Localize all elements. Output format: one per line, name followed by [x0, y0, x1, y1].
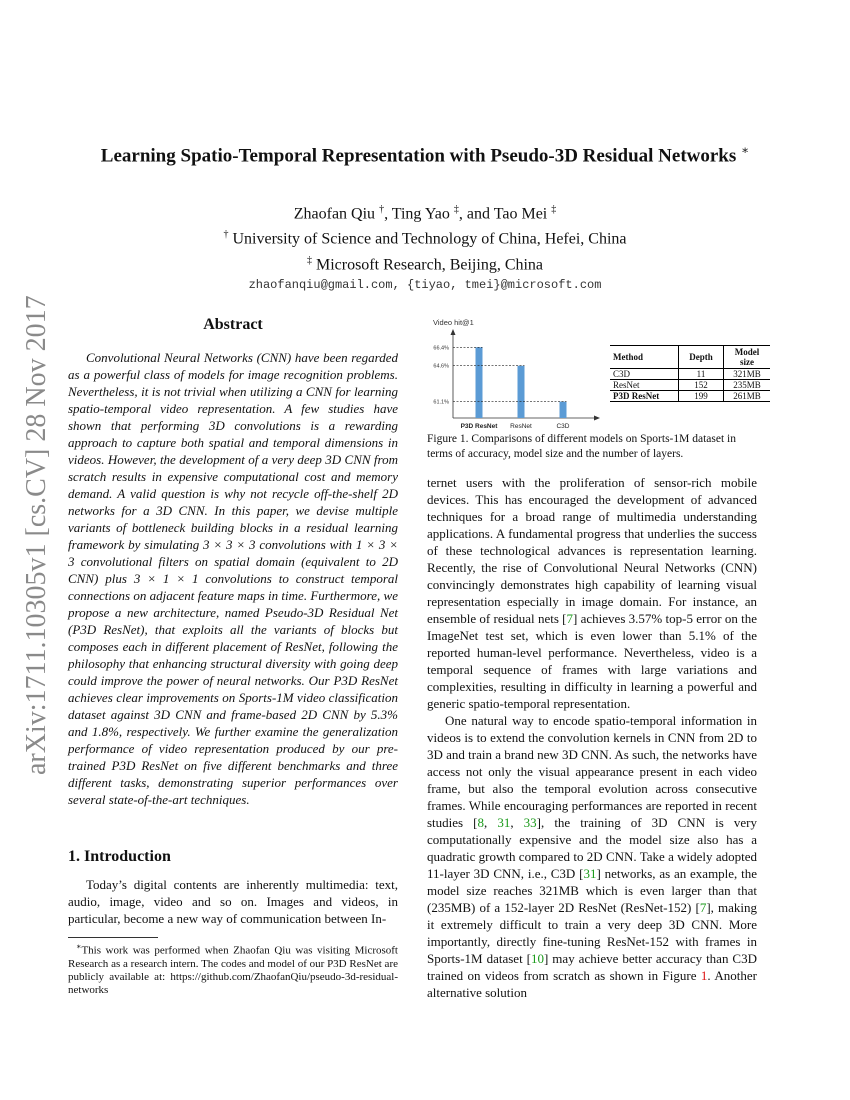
affil-mark: † — [223, 229, 229, 241]
x-category-label: P3D ResNet — [460, 423, 498, 430]
figure-1-table — [610, 345, 770, 402]
cell-depth: 199 — [679, 391, 724, 402]
affiliation-msr — [60, 250, 790, 275]
paper-title-text: Learning Spatio-Temporal Representation with Pseudo-3D Residual Networks — [100, 145, 737, 167]
text-run: ], making it extremely difficult to train a very deep 3D CNN. More importantly, directly fine-tuning ResNet-152 with frames in Sports-1M dataset [ — [427, 900, 757, 966]
affil-mark: ‡ — [453, 204, 459, 215]
citation-link[interactable]: 33 — [523, 815, 537, 830]
abstract-text: Convolutional Neural Networks (CNN) have been regarded as a powerful class of models for image recognition problems. Nevertheless, it is not trivial when utilizing a CNN for learning spatio-temporal video representation. A few studies have shown that performing 3D convolutions is a rewarding approach to capture both spatial and temporal dimensions in videos. However, the development of a very deep 3D CNN from scratch results in expensive computational cost and memory demand. A valid question is why not recycle off-the-shelf 2D networks for a 3D CNN. In this paper, we devise multiple variants of bottleneck building blocks in a residual learning framework by simulating 3 × 3 × 3 convolutions with 1 × 3 × 3 convolutional filters on spatial domain (equivalent to 2D CNN) plus 3 × 1 × 1 convolutions to construct temporal connections on adjacent feature maps in time. Furthermore, we propose a new architecture, named Pseudo-3D Residual Net (P3D ResNet), that exploits all the variants of blocks but composes each in different placement of ResNet, following the philosophy that enhancing structural diversity with going deep could improve the power of neural networks. Our P3D ResNet achieves clear improvements on Sports-1M video classification dataset against 3D CNN and frame-based 2D CNN by 5.3% and 1.8%, respectively. We further examine the generalization performance of video representation produced by our pre-trained P3D ResNet on five different benchmarks and three different tasks, demonstrating superior performances over several state-of-the-art techniques. — [68, 350, 398, 807]
author-yao: , Ting Yao — [384, 205, 454, 223]
footnote-text: This work was performed when Zhaofan Qiu was visiting Microsoft Research as a research intern. The codes and model of our P3D ResNet are publicly available at: https://github.com/ZhaofanQiu/pseudo-3d-residual-networks — [68, 944, 398, 996]
introduction-text: Today’s digital contents are inherently multimedia: text, audio, image, video and so on. Images and videos, in particular, become a new way of communication between In- — [68, 877, 398, 926]
text-run: ], the training of 3D CNN is very computationally expensive and the model size also has a quadratic growth compared to 2D CNN. Take a widely adopted 11-layer 3D CNN, i.e., C3D [ — [427, 815, 757, 881]
y-tick-label: 66.4% — [433, 345, 449, 352]
author-emails: zhaofanqiu@gmail.com, {tiyao, tmei}@microsoft.com — [248, 277, 602, 292]
y-tick-label: 64.6% — [433, 363, 449, 370]
citation-link[interactable]: 7 — [566, 611, 574, 626]
footnote-rule — [68, 937, 158, 938]
paper-title — [60, 143, 790, 167]
figure-1-bar-chart — [425, 314, 605, 430]
paragraph — [427, 712, 757, 1001]
chart-title: Video hit@1 — [433, 318, 474, 327]
cell-method: ResNet — [610, 380, 679, 391]
affiliation-text: University of Science and Technology of China, Hefei, China — [228, 230, 627, 248]
cell-depth: 11 — [679, 369, 724, 380]
bar-resnet — [518, 366, 525, 418]
cell-depth: 152 — [679, 380, 724, 391]
citation-link[interactable]: 7 — [699, 900, 707, 915]
text-run: ] networks, as an example, the model size reaches 321MB which is even larger than that (235MB) of a 152-layer 2D ResNet (ResNet-152) [ — [427, 866, 757, 915]
bar-group — [433, 345, 569, 430]
x-category-label: C3D — [556, 423, 570, 430]
figure-1-caption: Figure 1. Comparisons of different models on Sports-1M dataset in terms of accuracy, model size and the number of layers. — [427, 433, 736, 460]
affil-mark: ‡ — [306, 254, 312, 266]
text-run: ] achieves 3.57% top-5 error on the ImageNet test set, which is even lower than 5.1% of the reported human-level performance. Nevertheless, video is a temporal sequence of frames with large variations and complexities, resulting in difficulty in learning a powerful and generic spatio-temporal representation. — [427, 611, 757, 711]
author-mei: , and Tao Mei — [458, 205, 552, 223]
citation-link[interactable]: 8 — [477, 815, 485, 830]
bar-p3d-resnet — [476, 347, 483, 418]
x-axis-arrow — [594, 416, 600, 421]
text-run: , — [510, 815, 524, 830]
affil-mark: † — [379, 204, 385, 215]
section-heading-introduction: 1. Introduction — [68, 848, 171, 865]
author-names — [60, 199, 790, 224]
text-run: , — [484, 815, 498, 830]
cell-size: 321MB — [724, 369, 771, 380]
affiliation-text: Microsoft Research, Beijing, China — [311, 255, 544, 273]
y-tick-label: 61.1% — [433, 399, 449, 406]
paragraph — [427, 474, 757, 712]
affiliation-ustc — [60, 224, 790, 249]
table-row — [610, 391, 770, 402]
x-category-label: ResNet — [510, 423, 532, 430]
cell-size: 235MB — [724, 380, 771, 391]
citation-link[interactable]: 10 — [531, 951, 544, 966]
table-header-row — [610, 346, 770, 369]
cell-method: P3D ResNet — [610, 391, 679, 402]
footnote — [68, 940, 398, 997]
table-row — [610, 369, 770, 380]
footnote-mark: ∗ — [76, 942, 82, 951]
arxiv-identifier-stamp: arXiv:1711.10305v1 [cs.CV] 28 Nov 2017 — [21, 295, 52, 775]
text-run: ] may achieve better accuracy than C3D trained on videos from scratch as shown in Figure — [427, 951, 757, 983]
y-axis-arrow — [451, 329, 456, 335]
text-run: ternet users with the proliferation of sensor-rich mobile devices. This has encouraged the development of advanced techniques for a broad range of multimedia understanding applications. A fundamental progress that underlies the success of these technological advances is representation learning. Recently, the rise of Convolutional Neural Networks (CNN) convincingly demonstrates high capability of learning visual representation especially in image domain. For instance, an ensemble of residual nets [ — [427, 475, 757, 626]
header-model-size: Model size — [724, 346, 771, 369]
right-column-body — [427, 474, 757, 1001]
citation-link[interactable]: 31 — [583, 866, 597, 881]
citation-link[interactable]: 31 — [497, 815, 511, 830]
bar-c3d — [560, 402, 567, 418]
header-depth: Depth — [679, 346, 724, 369]
text-run: One natural way to encode spatio-temporal information in videos is to extend the convolution kernels in CNN from 2D to 3D and train a brand new 3D CNN. As such, the networks have access not only the visual appearance present in each video frame, but also the temporal evolution across consecutive frames. While encouraging performances are reported in recent studies [ — [427, 713, 757, 830]
table-row — [610, 380, 770, 391]
affil-mark: ‡ — [551, 204, 557, 215]
cell-method: C3D — [610, 369, 679, 380]
text-run: . Another alternative solution — [427, 968, 757, 1000]
author-block — [60, 199, 790, 296]
cell-size: 261MB — [724, 391, 771, 402]
title-footnote-mark: ∗ — [741, 143, 750, 157]
figure-link[interactable]: 1 — [700, 968, 708, 983]
header-method: Method — [610, 346, 679, 369]
author-qiu: Zhaofan Qiu — [293, 205, 380, 223]
abstract-heading: Abstract — [203, 316, 263, 333]
